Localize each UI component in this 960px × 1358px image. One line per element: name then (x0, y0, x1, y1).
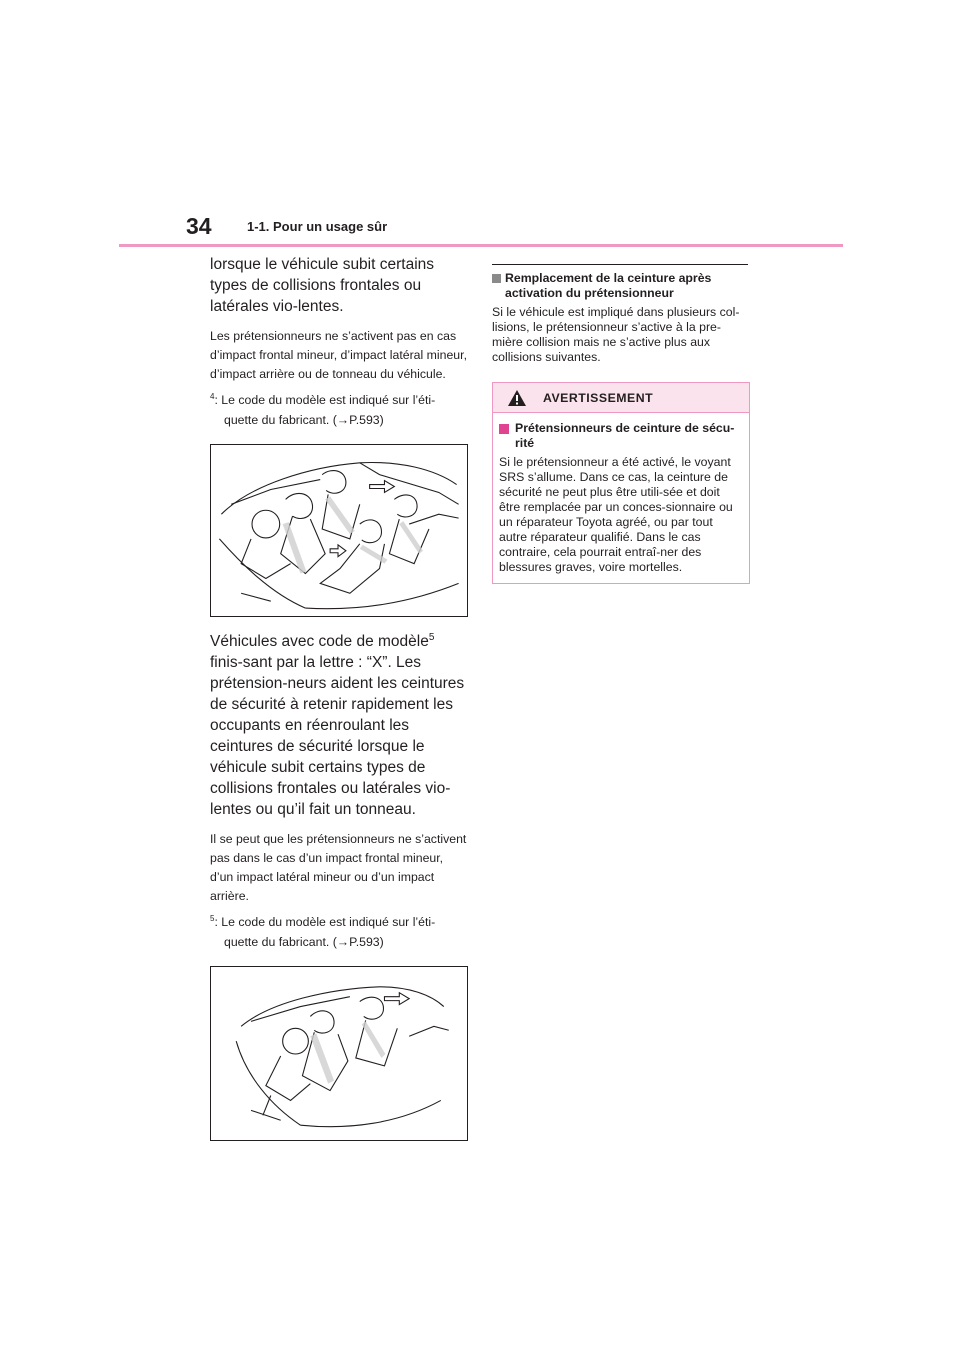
warning-body (493, 413, 749, 583)
pretensioner-limits-paragraph: Les prétensionneurs ne s’activent pas en cas d’impact frontal mineur, d’impact latéral mineur, d’impact arrière ou de tonneau du véhicule. (210, 329, 467, 381)
subsection-title: Remplacement de la ceinture après activation du prétensionneur (505, 271, 712, 300)
section-title: 1-1. Pour un usage sûr (247, 219, 388, 234)
warning-text: Si le prétensionneur a été activé, le voyant SRS s’allume. Dans ce cas, la ceinture de sécurité ne peut plus être utili-sée et doit être remplacée par un conces-sionnaire ou un réparateur Toyota agréé, ou par tout autre réparateur qualifié. Dans le cas contraire, cela pourrait entraî-ner des blessures graves, voire mortelles. (499, 455, 733, 574)
warning-triangle-icon (507, 389, 527, 407)
right-column (492, 264, 750, 584)
page-number: 34 (186, 213, 212, 239)
car-interior-front-seats-illustration (211, 967, 467, 1140)
intro-paragraph: lorsque le véhicule subit certains types de collisions frontales ou latérales vio-lentes. (210, 256, 435, 315)
car-interior-all-seats-illustration (211, 445, 467, 616)
warning-box (492, 382, 750, 584)
gray-square-bullet (492, 274, 501, 283)
warning-header (493, 383, 749, 413)
footnote-4-mark: 4 (210, 392, 215, 401)
subsection-heading (492, 271, 750, 301)
pretensioner-x-limits-paragraph: Il se peut que les prétensionneurs ne s’activent pas dans le cas d’un impact frontal mineur, d’un impact latéral mineur ou d’un impact arrière. (210, 832, 467, 904)
model-x-paragraph (210, 627, 468, 820)
figure-front-cabin-illustration (210, 966, 468, 1141)
model-x-text-start: Véhicules avec code de modèle (210, 633, 429, 651)
footnote-4 (210, 387, 468, 430)
model-x-text-end: finis-sant par la lettre : “X”. Les prétension-neurs aident les ceintures de sécurité à retenir rapidement les occupants en réenroulant les ceintures de sécurité lorsque le véhicule subit certains types de collisions frontales ou latérales vio-lentes ou qu’il fait un tonneau. (210, 654, 465, 819)
footnote-5-mark: 5 (210, 914, 215, 924)
model-x-footnote-mark: 5 (428, 632, 435, 644)
subsection-rule (492, 264, 748, 265)
footnote-5 (210, 909, 468, 952)
warning-title: AVERTISSEMENT (543, 391, 654, 405)
footnote-5-text: : Le code du modèle est indiqué sur l’éti-quette du fabricant. (→P.593) (214, 915, 436, 950)
subsection-text: Si le véhicule est impliqué dans plusieurs col-lisions, le prétensionneur s’active à la pre-mière collision mais ne s’active plus aux collisions suivantes. (492, 305, 740, 364)
left-column (210, 254, 468, 1151)
footnote-4-text: : Le code du modèle est indiqué sur l’éti-quette du fabricant. (→P.593) (214, 393, 436, 428)
warning-heading-text: Prétensionneurs de ceinture de sécu-rité (515, 421, 735, 450)
warning-heading (499, 421, 741, 451)
pink-square-bullet (499, 424, 509, 434)
figure-full-cabin-illustration (210, 444, 468, 617)
header-rule (119, 244, 843, 247)
